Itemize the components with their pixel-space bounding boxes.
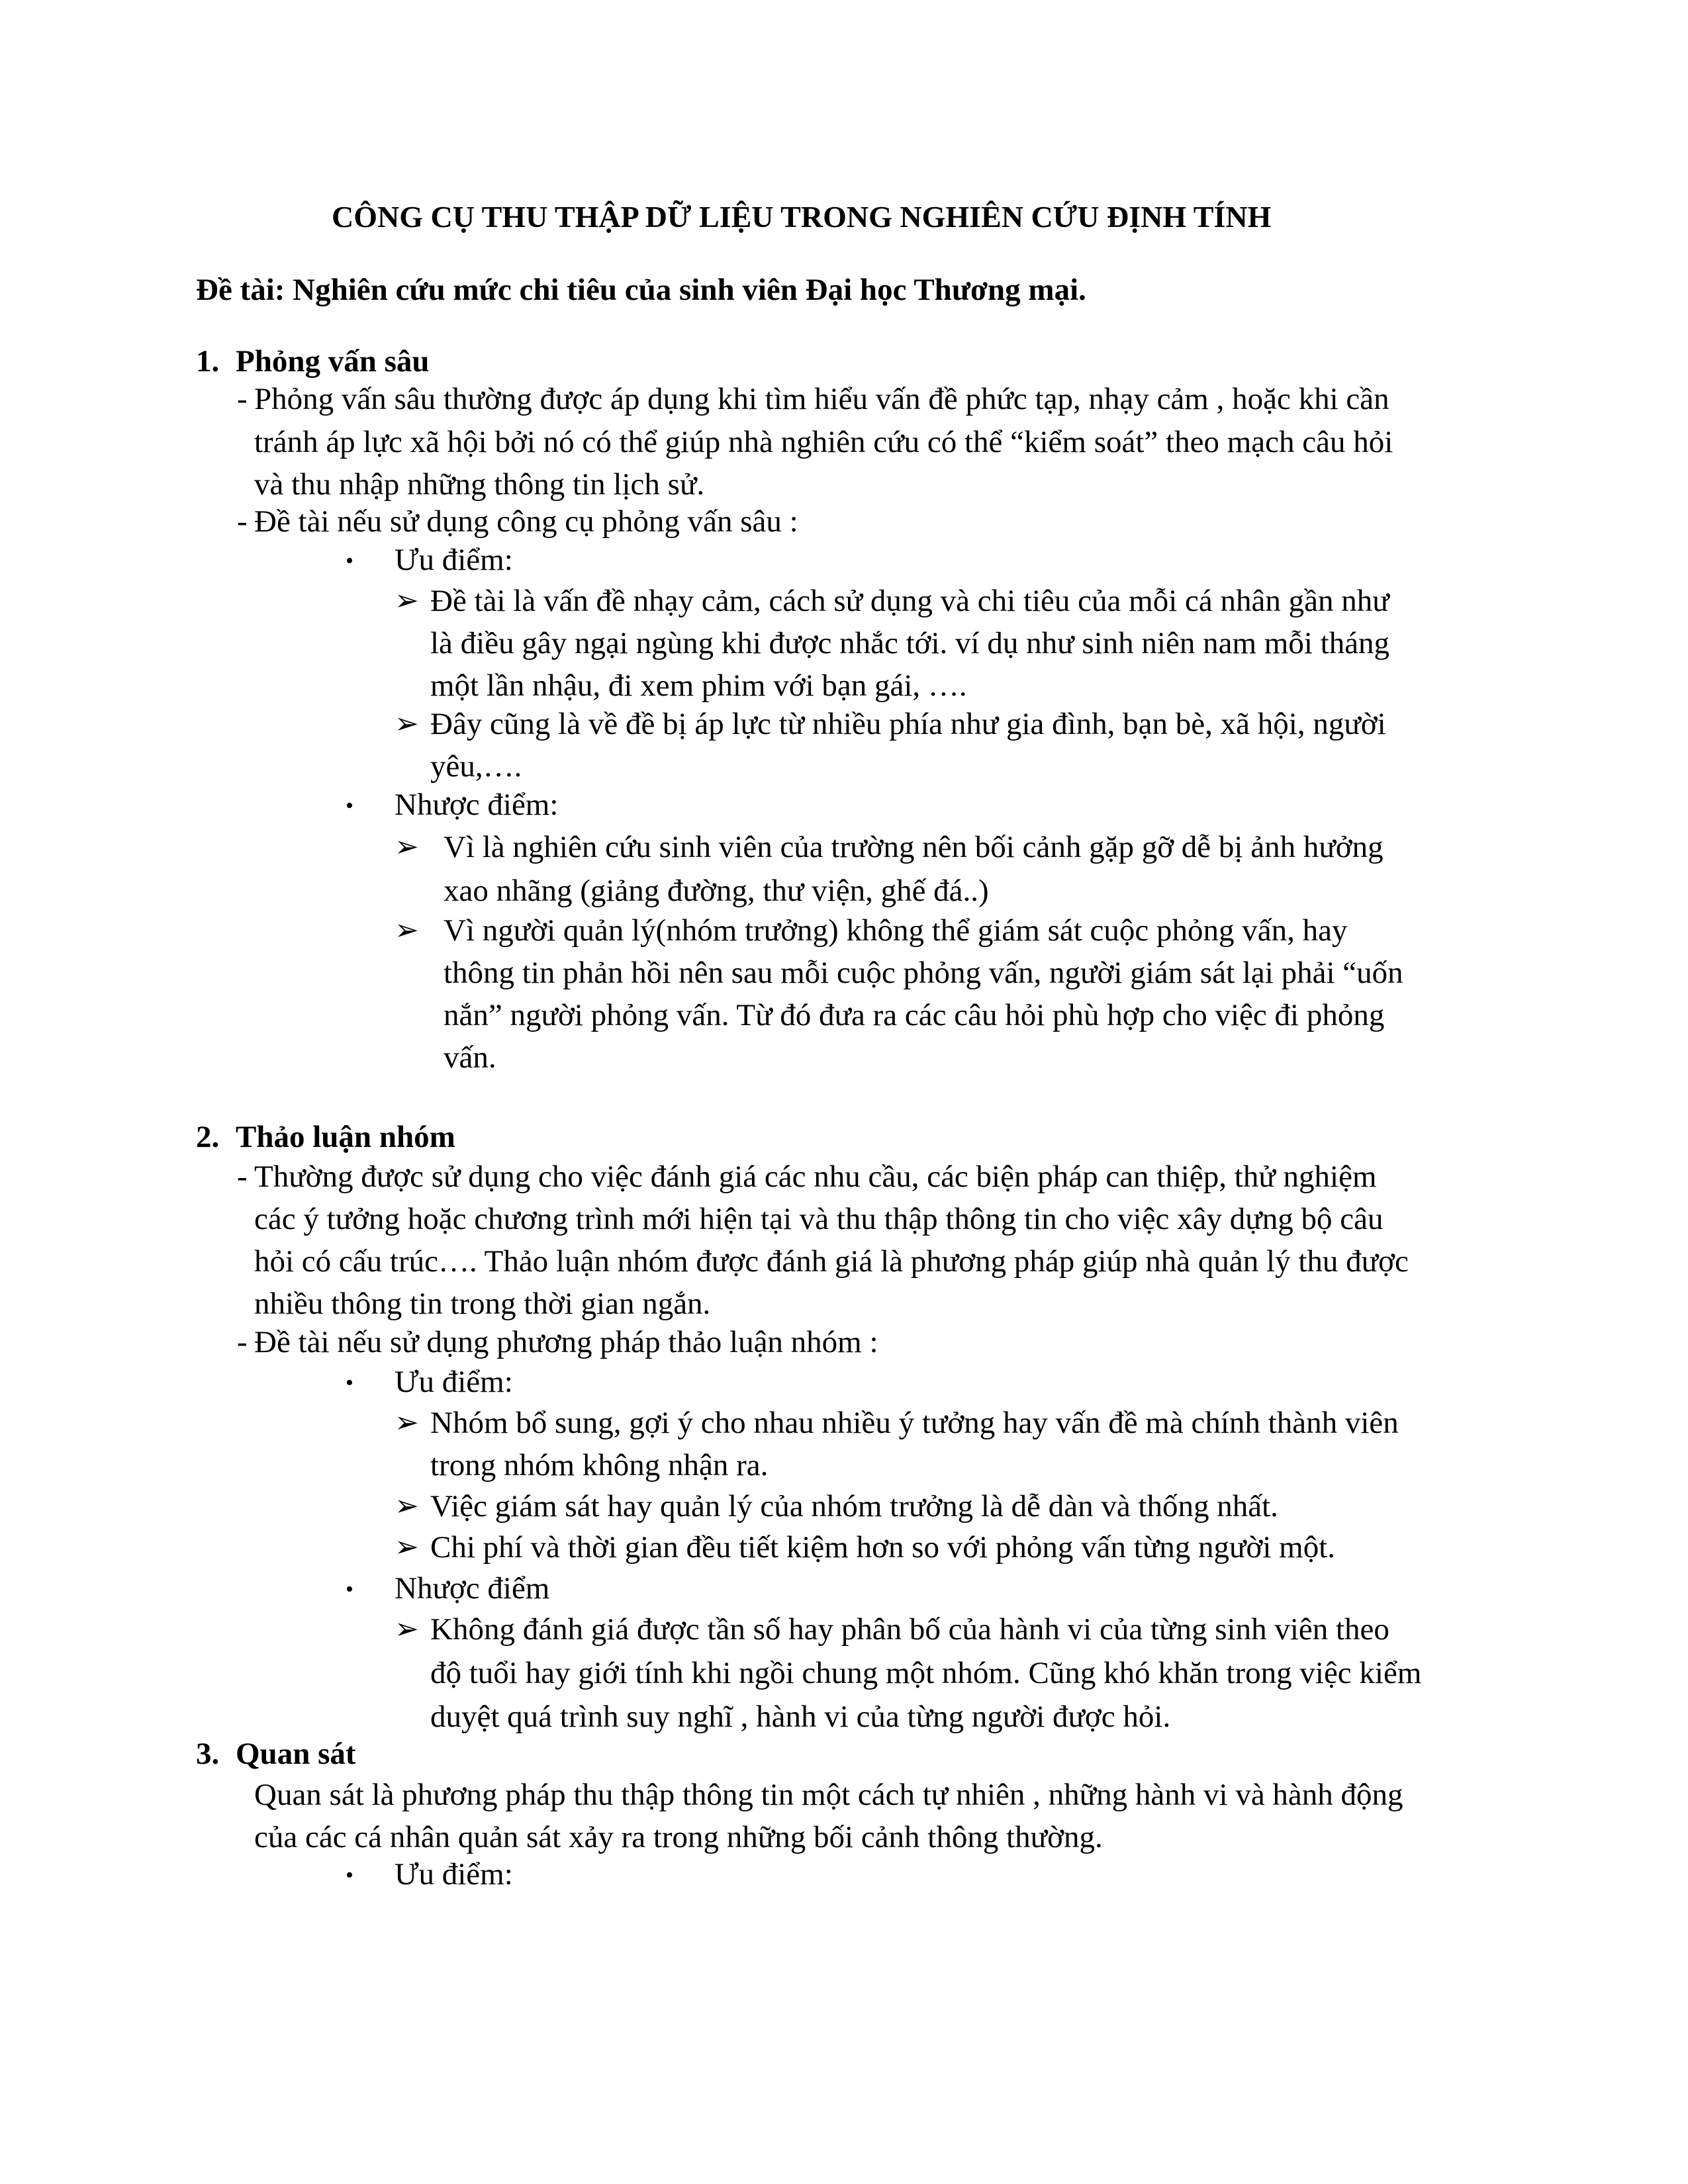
section-1-pro-line: Đề tài là vấn đề nhạy cảm, cách sử dụng và chi tiêu của mỗi cá nhân gần như [430,584,1389,618]
bullet-marker: • [346,549,353,573]
section-1-intro-line: tránh áp lực xã hội bởi nó có thể giúp nhà nghiên cứu có thể “kiểm soát” theo mạch câu hỏi [254,425,1393,459]
bullet-marker: • [346,1863,353,1888]
dash-marker: - [237,1325,248,1359]
section-2-pro-line: Nhóm bổ sung, gợi ý cho nhau nhiều ý tưởng hay vấn đề mà chính thành viên [430,1406,1399,1440]
section-1-pro-line: là điều gây ngại ngùng khi được nhắc tới. ví dụ như sinh niên nam mỗi tháng [430,626,1390,660]
section-1-intro-line: Phỏng vấn sâu thường được áp dụng khi tìm hiểu vấn đề phức tạp, nhạy cảm , hoặc khi cần [254,382,1389,416]
arrow-marker: ➢ [395,584,419,617]
arrow-marker: ➢ [395,914,419,946]
arrow-marker: ➢ [395,1531,419,1563]
section-1-con-line: vấn. [444,1040,496,1075]
arrow-marker: ➢ [395,1613,419,1645]
section-1-con-line: Vì người quản lý(nhóm trưởng) không thể giám sát cuộc phỏng vấn, hay [444,913,1348,948]
section-1-usage: Đề tài nếu sử dụng công cụ phỏng vấn sâu : [254,504,798,539]
arrow-marker: ➢ [395,1406,419,1439]
dash-marker: - [237,504,248,539]
section-1-number: 1. [196,344,220,379]
section-1-heading: Phỏng vấn sâu [236,344,430,379]
section-2-con-line: Không đánh giá được tần số hay phân bố của hành vi của từng sinh viên theo [430,1612,1389,1647]
section-3-number: 3. [196,1737,220,1771]
section-1-pro-line: một lần nhậu, đi xem phim với bạn gái, …. [430,668,967,703]
section-1-pros-label: Ưu điểm: [395,543,513,577]
section-1-con-line: xao nhãng (giảng đường, thư viện, ghế đá..) [444,874,989,908]
section-2-pro-line: Việc giám sát hay quản lý của nhóm trưởng là dễ dàn và thống nhất. [430,1489,1278,1524]
section-2-intro-line: các ý tưởng hoặc chương trình mới hiện tại và thu thập thông tin cho việc xây dựng bộ câu [254,1202,1383,1236]
topic-line: Đề tài: Nghiên cứu mức chi tiêu của sinh viên Đại học Thương mại. [196,273,1086,307]
bullet-marker: • [346,1577,353,1602]
section-2-intro-line: hỏi có cấu trúc…. Thảo luận nhóm được đánh giá là phương pháp giúp nhà quản lý thu được [254,1244,1409,1279]
section-3-pros-label: Ưu điểm: [395,1857,513,1891]
section-1-cons-label: Nhược điểm: [395,788,559,822]
section-2-number: 2. [196,1120,220,1154]
arrow-marker: ➢ [395,1490,419,1522]
section-1-con-line: Vì là nghiên cứu sinh viên của trường nên bối cảnh gặp gỡ dễ bị ảnh hưởng [444,830,1383,864]
section-2-pro-line: Chi phí và thời gian đều tiết kiệm hơn so với phỏng vấn từng người một. [430,1530,1336,1565]
section-2-intro-line: nhiều thông tin trong thời gian ngắn. [254,1287,711,1321]
page-title: CÔNG CỤ THU THẬP DỮ LIỆU TRONG NGHIÊN CỨU ĐỊNH TÍNH [332,200,1272,234]
arrow-marker: ➢ [395,707,419,740]
section-2-con-line: duyệt quá trình suy nghĩ , hành vi của từng người được hỏi. [430,1700,1171,1734]
section-1-intro-line: và thu nhập những thông tin lịch sử. [254,467,705,502]
section-2-pro-line: trong nhóm không nhận ra. [430,1448,769,1482]
dash-marker: - [237,1160,248,1194]
section-1-con-line: thông tin phản hồi nên sau mỗi cuộc phỏng vấn, người giám sát lại phải “uốn [444,956,1403,990]
section-1-con-line: nắn” người phỏng vấn. Từ đó đưa ra các câu hỏi phù hợp cho việc đi phỏng [444,998,1385,1032]
section-1-pro-line: yêu,…. [430,749,522,784]
bullet-marker: • [346,794,353,818]
dash-marker: - [237,382,248,416]
section-2-cons-label: Nhược điểm [395,1571,550,1606]
section-2-heading: Thảo luận nhóm [236,1120,455,1154]
section-2-intro-line: Thường được sử dụng cho việc đánh giá các nhu cầu, các biện pháp can thiệp, thử nghiệm [254,1160,1377,1194]
section-2-pros-label: Ưu điểm: [395,1365,513,1399]
bullet-marker: • [346,1371,353,1395]
section-3-heading: Quan sát [236,1737,356,1771]
arrow-marker: ➢ [395,831,419,863]
section-2-usage: Đề tài nếu sử dụng phương pháp thảo luận nhóm : [254,1325,878,1359]
section-2-con-line: độ tuổi hay giới tính khi ngồi chung một nhóm. Cũng khó khăn trong việc kiểm [430,1656,1422,1690]
section-1-pro-line: Đây cũng là về đề bị áp lực từ nhiều phía như gia đình, bạn bè, xã hội, người [430,707,1386,741]
section-3-intro-line: của các cá nhân quản sát xảy ra trong những bối cảnh thông thường. [254,1820,1103,1854]
section-3-intro-line: Quan sát là phương pháp thu thập thông tin một cách tự nhiên , những hành vi và hành động [254,1778,1403,1812]
